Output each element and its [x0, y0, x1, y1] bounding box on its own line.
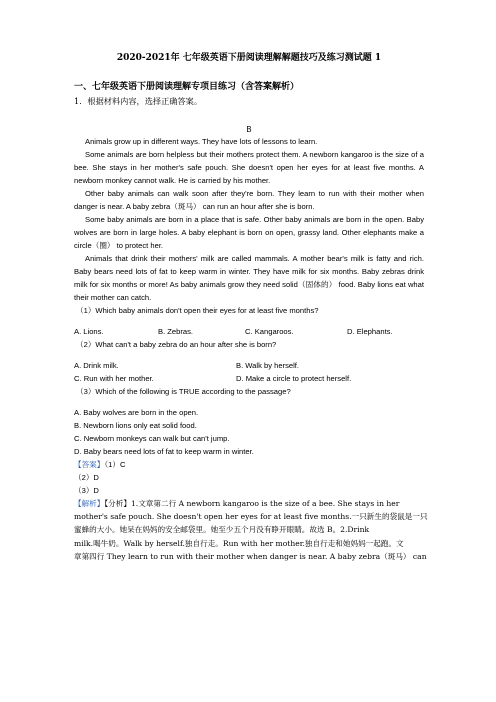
- passage-paragraph: Animals grow up in different ways. They have lots of lessons to learn.: [85, 136, 318, 146]
- option: C. Kangaroos.: [245, 326, 294, 336]
- passage-paragraph: Animals that drink their mothers' milk are called mammals. A mother bear's milk is fatty and rich. Baby bears need lots of fat to keep warm in winter. They have milk for six months. Baby zebras drink milk for six months or more! As baby animals grow they need solid（固体的） food. Baby lions eat what their mother can catch.: [74, 253, 424, 302]
- option: D. Baby bears need lots of fat to keep warm in winter.: [74, 446, 254, 456]
- answer-line-2: （2）D: [74, 472, 99, 482]
- passage-paragraph: Some baby animals are born in a place that is safe. Other baby animals are born in the open. Baby wolves are born in large holes. A baby elephant is born on open, grassy land. Other elephants make a circle（圈） to protect her.: [74, 214, 424, 250]
- question-2-options-row2: [74, 372, 424, 385]
- question-intro: 1．根据材料内容，选择正确答案。: [74, 96, 203, 106]
- option: A. Drink milk.: [74, 360, 119, 370]
- answer-line-3: （3）D: [74, 485, 99, 495]
- passage-label: B: [246, 124, 252, 134]
- option: D. Elephants.: [347, 326, 393, 336]
- option: B. Newborn lions only eat solid food.: [74, 420, 197, 430]
- question-1-options: [74, 325, 424, 338]
- option: A. Lions.: [74, 326, 104, 336]
- answer-line-1: [74, 458, 424, 471]
- option: C. Newborn monkeys can walk but can't jump.: [74, 433, 230, 443]
- answer-value: （1）C: [104, 459, 126, 469]
- option: B. Walk by herself.: [236, 360, 300, 370]
- analysis-line: milk.喝牛奶。Walk by herself.独自行走。Run with her mother.独自行走和她妈妈一起跑。文: [74, 538, 404, 548]
- passage-paragraph: Some animals are born helpless but their mothers protect them. A newborn kangaroo is the size of a bee. She stays in her mother's safe pouch. She doesn't open her eyes for at least five months. A newborn monkey cannot walk. He is carried by his mother.: [74, 149, 424, 185]
- option: D. Make a circle to protect herself.: [236, 373, 352, 383]
- document-title: 2020-2021年 七年级英语下册阅读理解解题技巧及练习测试题 1: [116, 53, 382, 63]
- question-2-stem: （2）What can't a baby zebra do an hour after she is born?: [76, 339, 277, 349]
- question-3-options: [74, 406, 424, 458]
- passage: [74, 135, 424, 304]
- answer-tag: 【答案】: [74, 459, 105, 469]
- analysis-line: 蜜蜂的大小。她呆在妈妈的安全邮袋里。她至少五个月没有睁开眼睛。故选 B。2.Drink: [74, 525, 370, 535]
- analysis-block: [74, 497, 428, 564]
- question-2-options-row1: [74, 359, 424, 372]
- option: C. Run with her mother.: [74, 373, 154, 383]
- analysis-line: [74, 497, 424, 510]
- option: A. Baby wolves are born in the open.: [74, 407, 199, 417]
- option: B. Zebras.: [158, 326, 194, 336]
- question-1-stem: （1）Which baby animals don't open their eyes for at least five months?: [76, 305, 319, 315]
- analysis-line: mother's safe pouch. She doesn't open her eyes for at least five months.一只新生的袋鼠是一只: [74, 512, 428, 521]
- question-3-stem: （3）Which of the following is TRUE according to the passage?: [76, 386, 291, 396]
- analysis-tag: 【解析】: [74, 498, 105, 508]
- passage-paragraph: Other baby animals can walk soon after they're born. They learn to run with their mother when danger is near. A baby zebra（斑马） can run an hour after she is born.: [74, 188, 424, 211]
- section-heading: 一、七年级英语下册阅读理解专项目练习（含答案解析）: [74, 82, 300, 92]
- analysis-line: 章第四行 They learn to run with their mother when danger is near. A baby zebra（斑马） can: [74, 552, 427, 562]
- analysis-text: 【分析】1.文章第二行 A newborn kangaroo is the size of a bee. She stays in her: [104, 498, 400, 508]
